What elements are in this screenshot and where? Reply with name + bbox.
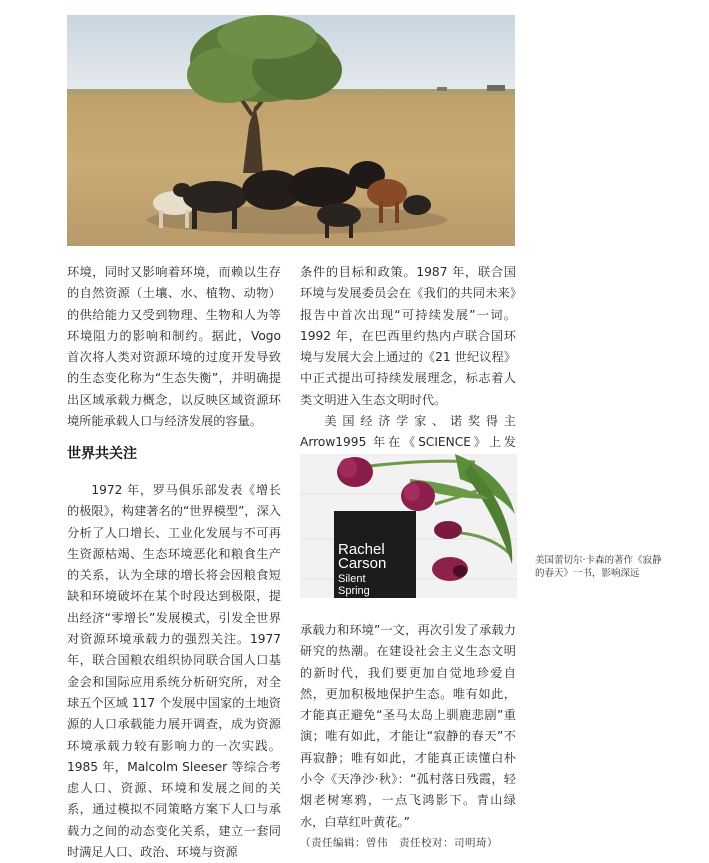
cattle-photo (67, 15, 515, 246)
article-column-left-top (67, 262, 281, 432)
article-column-right-bottom (300, 620, 516, 854)
book-author-line2: Carson (338, 555, 387, 572)
body-paragraph: 1972 年，罗马俱乐部发表《增长的极限》，构建著名的“世界模型”，深入分析了人口增长、工业化发展与不可再生资源枯竭、生态环境恶化和粮食生产的关系，认为全球的增长将会因粮食短缺和环境破坏在某个时段达到极限，提出经济“零增长”发展模式，引发全世界对资源环境承载力的强烈关注。1977 年，联合国粮农组织协同联合国人口基金会和国际应用系统分析研究所，对全球五个区域 117 个发展中国家的土地资源的人口承载能力展开调查，成为资源环境承载力较有影响力的一次实践。1985 年，Malcolm Sleeser 等综合考虑人口、资源、环境和发展之间的关系，通过模拟不同策略方案下人口与承载力之间的动态变化关系，建立一套同时满足人口、政治、环境与资源 (67, 483, 281, 860)
body-paragraph: 承载力和环境”一文，再次引发了承载力研究的热潮。在建设社会主义生态文明的新时代，我们要更加自觉地珍爱自然，更加积极地保护生态。唯有如此，才能真正避免“圣马太岛上驯鹿悲剧”重演；唯有如此，才能让“寂静的春天”不再寂静；唯有如此，才能真正读懂白朴小令《天净沙·秋》：“孤村落日残霞，轻烟老树寒鸦，一点飞鸿影下。青山绿水，白草红叶黄花。” (300, 623, 516, 829)
section-heading: 世界共关注 (67, 446, 137, 462)
book-title-line1: Silent (338, 573, 366, 585)
book-title-line2: Spring (338, 585, 370, 597)
editor-credits: （责任编辑：曾伟 责任校对：司明琦） (300, 836, 498, 849)
article-column-right-top (300, 262, 516, 475)
body-paragraph: 美国经济学家、诺奖得主 Arrow1995 年在《SCIENCE》上发 (300, 414, 516, 450)
figure-caption: 美国蕾切尔·卡森的著作《寂静的春天》一书，影响深远 (535, 555, 662, 579)
body-paragraph: 条件的目标和政策。1987 年，联合国环境与发展委员会在《我们的共同未来》报告中首次出现“可持续发展”一词。1992 年，在巴西里约热内卢联合国环境与发展大会上通过的《21 世纪议程》中正式提出可持续发展理念，标志着人类文明进入生态文明时代。 (300, 265, 516, 407)
book-author-line1: Rachel (338, 541, 385, 558)
article-column-left-bottom (67, 480, 281, 863)
body-paragraph: 环境，同时又影响着环境，而赖以生存的自然资源（土壤、水、植物、动物）的供给能力又受到物理、生物和人为等环境阻力的影响和制约。据此，Vogo 首次将人类对资源环境的过度开发导致的生态变化称为“生态失衡”，并明确提出区域承载力概念，以反映区域资源环境所能承载人口与经济发展的容量。 (67, 265, 281, 429)
silent-spring-photo (300, 454, 517, 598)
